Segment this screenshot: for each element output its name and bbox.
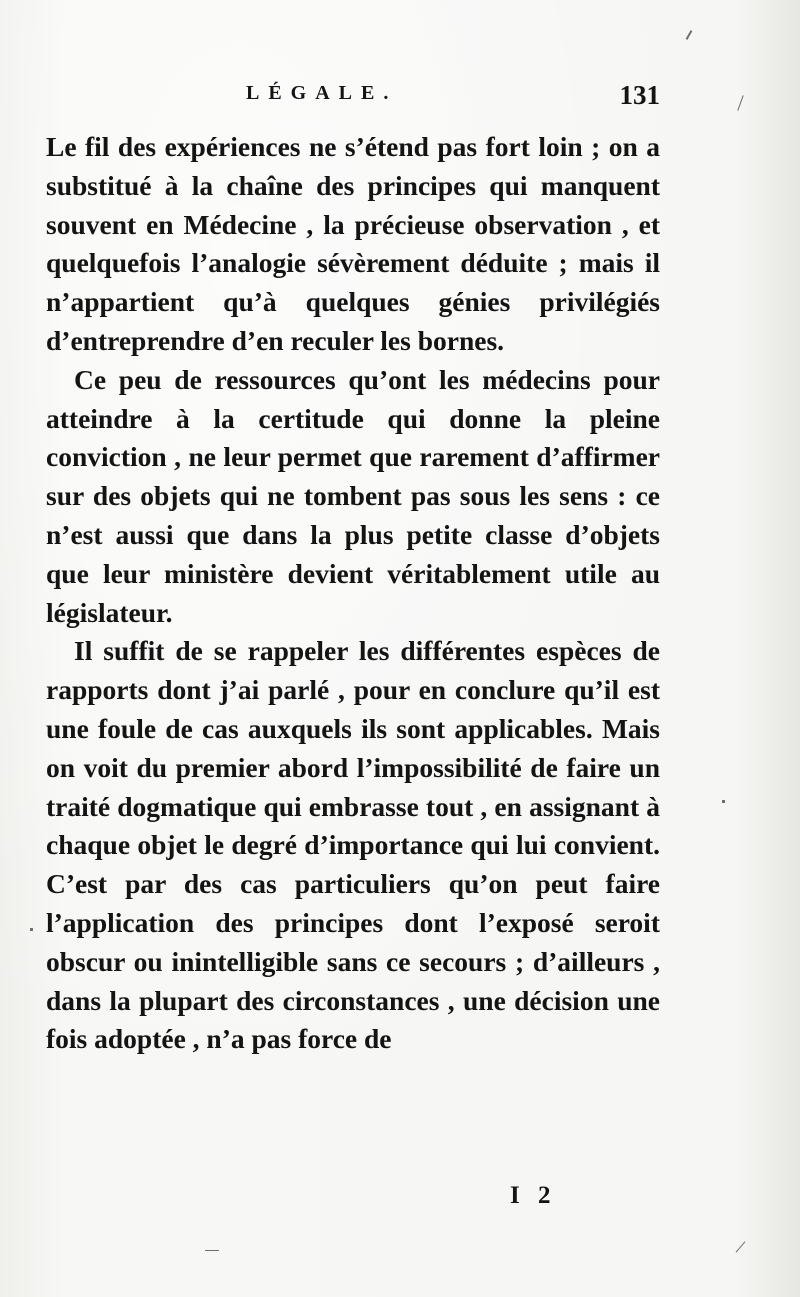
paper-speck bbox=[736, 1241, 746, 1252]
body-text bbox=[46, 128, 660, 1059]
paper-speck bbox=[722, 800, 725, 803]
paper-speck bbox=[30, 928, 33, 931]
running-head bbox=[46, 82, 660, 118]
paragraph-1: Le fil des expériences ne s’étend pas fort loin ; on a substitué à la chaîne des principes qui manquent souvent en Médecine , la précieuse observation , et quelquefois l’analogie sévèrement déduite ; mais il n’appartient qu’à quelques génies privilégiés d’entreprendre d’en reculer les bornes. bbox=[46, 131, 660, 356]
running-title: LÉGALE. bbox=[246, 82, 398, 104]
signature-mark: I 2 bbox=[510, 1182, 557, 1209]
paragraph-2: Ce peu de ressources qu’ont les médecins pour atteindre à la certitude qui donne la pleine conviction , ne leur permet que rarement d’affirmer sur des objets qui ne tombent pas sous les sens : ce n’est aussi que dans la plus petite classe d’objets que leur ministère devient véritablement utile au législateur. bbox=[46, 363, 660, 628]
paragraph-3: Il suffit de se rappeler les différentes espèces de rapports dont j’ai parlé , pour en conclure qu’il est une foule de cas auxquels ils sont applicables. Mais on voit du premier abord l’impossibilité de faire un traité dogmatique qui embrasse tout , en assignant à chaque objet le degré d’importance qui lui convient. C’est par des cas particuliers qu’on peut faire l’application des principes dont l’exposé seroit obscur ou inintelligible sans ce secours ; d’ailleurs , dans la plupart des circonstances , une décision une fois adoptée , n’a pas force de bbox=[46, 635, 660, 1055]
paper-speck bbox=[205, 1250, 219, 1251]
page-number: 131 bbox=[619, 80, 660, 110]
paper-speck bbox=[737, 95, 743, 110]
paper-speck bbox=[686, 30, 693, 40]
